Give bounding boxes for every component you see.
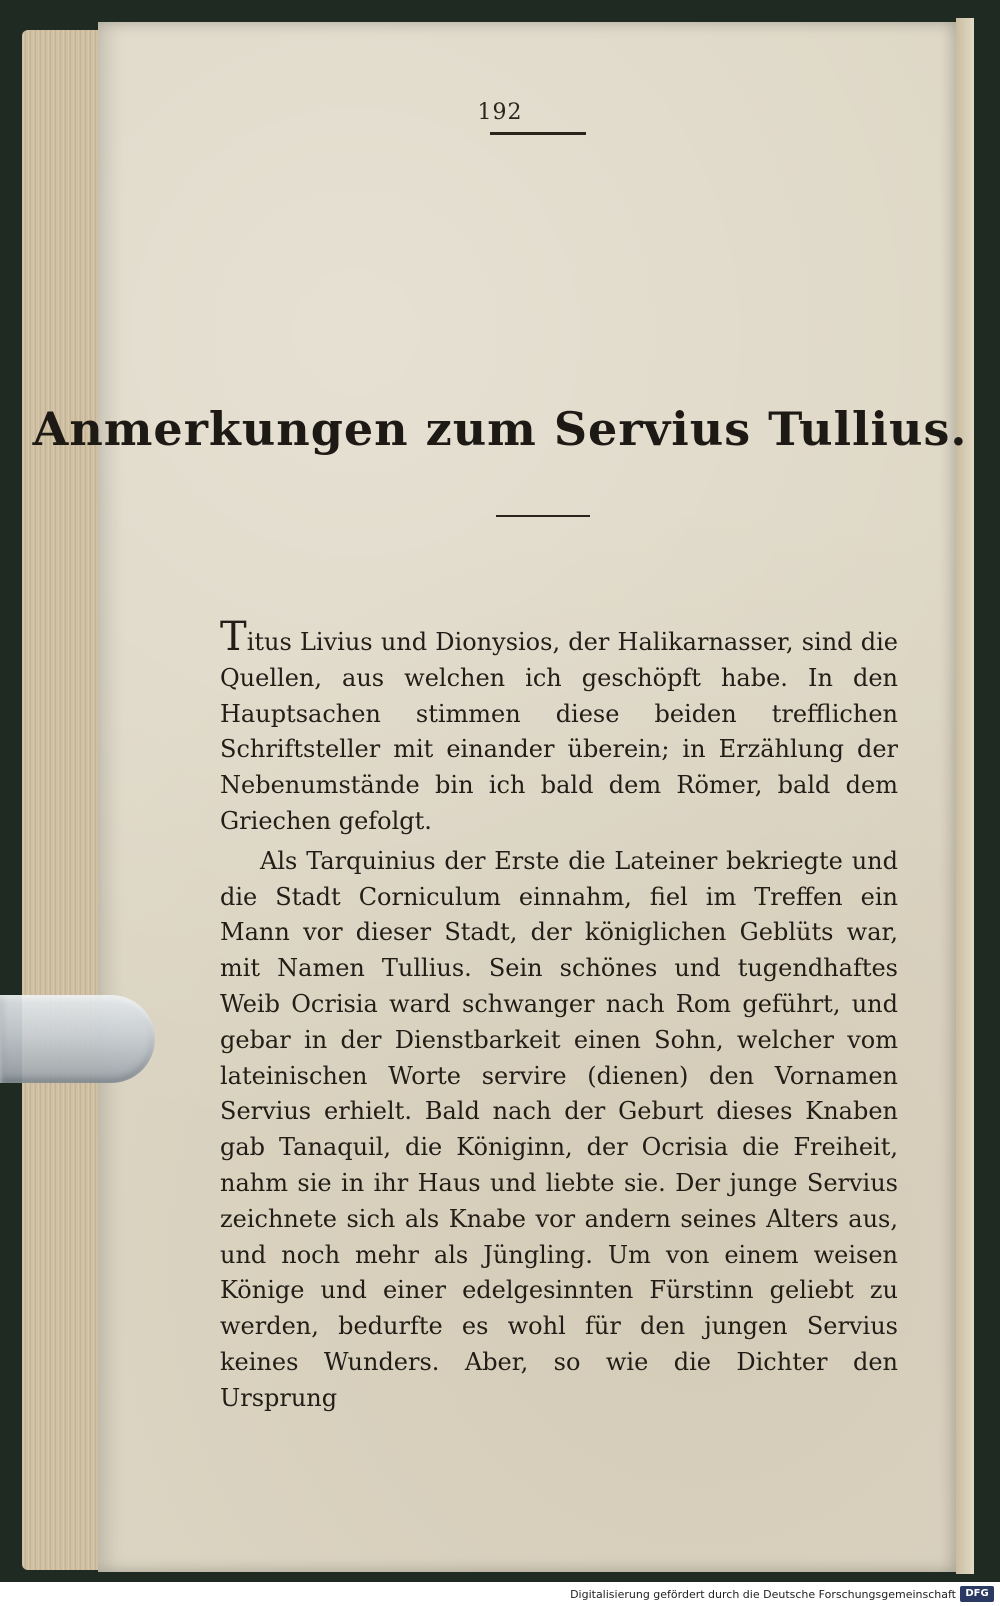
title-divider — [496, 515, 590, 517]
page-number-rule — [490, 132, 586, 135]
dfg-logo: DFG — [960, 1586, 994, 1602]
paragraph: Titus Livius und Dionysios, der Halikarnasser, sind die Quellen, aus welchen ich geschöpft habe. In den Hauptsachen stimmen diese beiden trefflichen Schriftsteller mit einander überein; in Erzählung der Nebenumstände bin ich bald dem Römer, bald dem Griechen gefolgt. — [220, 614, 898, 835]
paragraph: Als Tarquinius der Erste die Lateiner bekriegte und die Stadt Corniculum einnahm, fiel im Treffen ein Mann vor dieser Stadt, der königlichen Geblüts war, mit Namen Tullius. Sein schönes und tugendhaftes Weib Ocrisia ward schwanger nach Rom geführt, und gebar in der Dienstbarkeit einen Sohn, welcher vom lateinischen Worte servire (dienen) den Vornamen Servius erhielt. Bald nach der Geburt dieses Knaben gab Tanaquil, die Königinn, der Ocrisia die Freiheit, nahm sie in ihr Haus und liebte sie. Der junge Servius zeichnete sich als Knabe vor andern seines Alters aus, und noch mehr als Jüngling. Um von einem weisen Könige und einer edelgesinnten Fürstinn geliebt zu werden, bedurfte es wohl für den jungen Servius keines Wunders. Aber, so wie die Dichter den Ursprung — [220, 846, 898, 1412]
page-number: 192 — [477, 100, 523, 125]
body-text — [220, 614, 898, 1417]
page-title: Anmerkungen zum Servius Tullius. — [32, 402, 968, 456]
book-right-edge — [956, 18, 974, 1574]
scanner-finger — [0, 995, 155, 1083]
footer-credit: Digitalisierung gefördert durch die Deutsche Forschungsgemeinschaft — [570, 1588, 956, 1601]
